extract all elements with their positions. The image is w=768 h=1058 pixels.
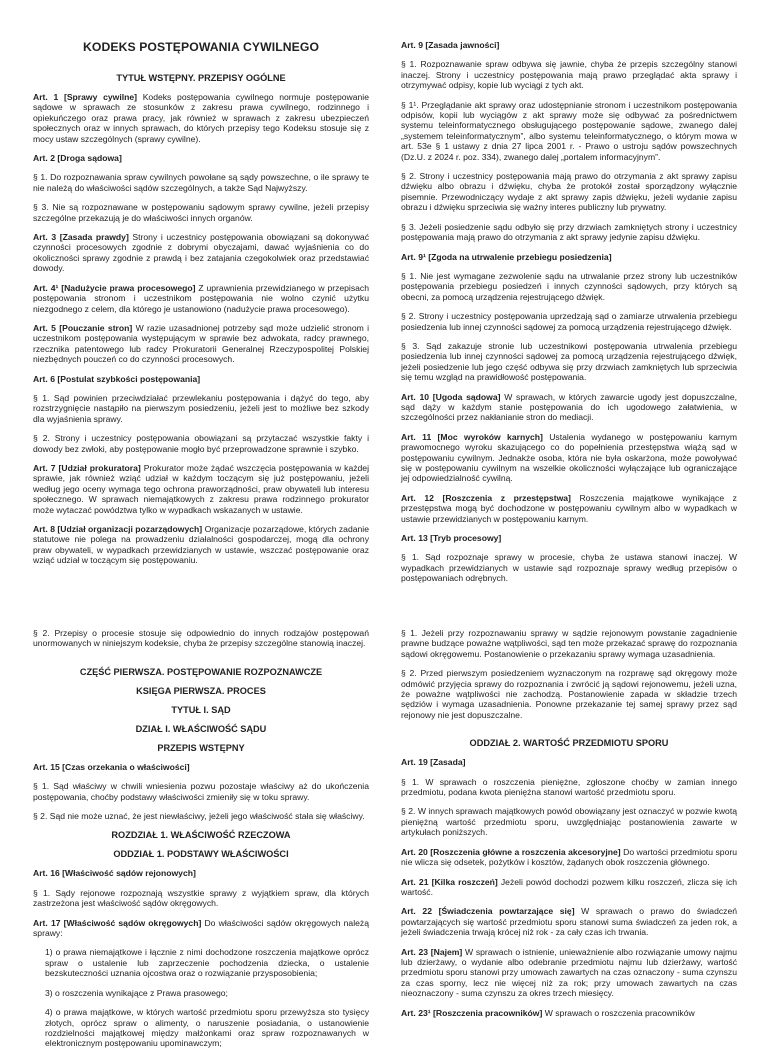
paragraph	[401, 222, 737, 243]
article-label: Art. 21 [Kilka roszczeń]	[401, 876, 498, 887]
article-label: Art. 8 [Udział organizacji pozarządowych]	[33, 524, 203, 534]
paragraph	[401, 906, 737, 937]
paragraph	[401, 432, 737, 484]
paragraph-text: § 3. Sąd zakazuje stronie lub uczestnikowi postępowania utrwalenia przebiegu posiedzenia lub innej czynności sądowej za pomocą urządzenia rejestrującego dźwięk, jeżeli posiedzenie lub jego część odbywa się przy drzwiach zamkniętych lub sprzeciwia się temu wzgląd na prawidłowość postępowania.	[401, 340, 737, 383]
paragraph	[33, 323, 369, 365]
paragraph-text: Organizacje pozarządowe, których zadanie statutowe nie polega na prowadzeniu działalności gospodarczej, mogą dla ochrony praw obywateli, w wypadkach przewidzianych w ustawie, wszczać postępowanie oraz wziąć udział w toczącym się postępowaniu.	[33, 524, 369, 566]
article-heading: Art. 6 [Postulat szybkości postępowania]	[33, 373, 201, 384]
article-heading: Art. 13 [Tryb procesowy]	[401, 533, 502, 544]
article-label: Art. 5 [Pouczanie stron]	[33, 322, 133, 333]
section-heading: CZĘŚĆ PIERWSZA. POSTĘPOWANIE ROZPOZNAWCZE	[79, 666, 323, 677]
page1-right-column	[401, 40, 737, 593]
title-heading: TYTUŁ WSTĘPNY. PRZEPISY OGÓLNE	[116, 73, 286, 83]
paragraph-text: § 3. Jeżeli posiedzenie sądu odbyło się przy drzwiach zamkniętych strony i uczestnicy postępowania mają prawo do otrzymania z akt sprawy jedynie zapisu dźwięku.	[401, 221, 737, 243]
paragraph	[33, 202, 369, 223]
article-label: Art. 3 [Zasada prawdy]	[33, 232, 129, 243]
document-title: KODEKS POSTĘPOWANIA CYWILNEGO	[82, 40, 320, 54]
article-label: Art. 1 [Sprawy cywilne]	[33, 92, 137, 102]
paragraph	[33, 811, 369, 821]
paragraph-text: 4) o prawa majątkowe, w których wartość przedmiotu sporu przewyższa sto tysięcy złotych, oprócz spraw o alimenty, o naruszenie posiadania, o ustanowienie rozdzielności majątkowej między małżonkami oraz spraw rozpoznawanych w elektronicznym postępowaniu upominawczym;	[45, 1007, 369, 1049]
paragraph	[33, 92, 369, 144]
paragraph	[401, 877, 737, 898]
article-label: Art. 10 [Ugoda sądowa]	[401, 391, 501, 402]
paragraph	[33, 463, 369, 515]
paragraph-text: § 1. Sąd rozpoznaje sprawy w procesie, chyba że ustawa stanowi inaczej. W wypadkach przewidzianych w ustawie sąd rozpoznaje sprawy według przepisów o postępowaniach odrębnych.	[401, 552, 737, 584]
paragraph	[401, 552, 737, 583]
paragraph-text: § 2. Strony i uczestnicy postępowania obowiązani są przytaczać wszystkie fakty i dowody bez zwłoki, aby postępowanie mogło być przeprowadzone sprawnie i szybko.	[33, 433, 369, 454]
article-label: Art. 11 [Moc wyroków karnych]	[401, 431, 543, 442]
paragraph-text: § 1. Sąd powinien przeciwdziałać przewlekaniu postępowania i dążyć do tego, aby rozstrzygnięcie nastąpiło na pierwszym posiedzeniu, jeżeli jest to możliwe bez szkody dla wyjaśnienia sprawy.	[33, 392, 369, 424]
page2-right-column	[401, 628, 737, 1027]
paragraph	[401, 777, 737, 798]
paragraph-text: Kodeks postępowania cywilnego normuje postępowanie sądowe w sprawach ze stosunków z zakresu prawa cywilnego, rodzinnego i opiekuńczego oraz prawa pracy, jak również w sprawach z zakresu ubezpieczeń społecznych oraz w innych sprawach, do których przepisy tego Kodeksu stosuje się z mocy ustaw szczególnych (sprawy cywilne).	[33, 92, 369, 144]
paragraph-text: § 1¹. Przeglądanie akt sprawy oraz udostępnianie stronom i uczestnikom postępowania odpisów, kopii lub wyciągów z akt sprawy może się odbywać za pośrednictwem systemu teleinformatycznego obsługującego postępowanie sądowe, zwanego dalej „systemem teleinformatycznym”, albo systemu teleinformatycznego, o którym mowa w art. 53e § 1 ustawy z dnia 27 lipca 2001 r. - Prawo o ustroju sądów powszechnych (Dz.U. z 2024 r. poz. 334), zwanego dalej „portalem informacyjnym”.	[401, 99, 737, 162]
paragraph	[33, 781, 369, 802]
paragraph-text: § 1. Jeżeli przy rozpoznawaniu sprawy w sądzie rejonowym powstanie zagadnienie prawne budzące poważne wątpliwości, sąd ten może przekazać sprawę do rozpoznania sądowi okręgowemu. Postanowienie o przekazaniu sprawy wymaga uzasadnienia.	[401, 628, 737, 659]
paragraph	[33, 888, 369, 909]
paragraph-text: 3) o roszczenia wynikające z Prawa prasowego;	[45, 987, 228, 998]
paragraph	[401, 100, 737, 162]
paragraph	[33, 283, 369, 314]
section-heading: PRZEPIS WSTĘPNY	[157, 742, 245, 753]
document-page-2	[0, 610, 768, 1049]
section-heading: KSIĘGA PIERWSZA. PROCES	[136, 685, 266, 696]
paragraph	[33, 524, 369, 566]
article-label: Art. 20 [Roszczenia główne a roszczenia akcesoryjne]	[401, 846, 621, 857]
paragraph	[401, 668, 737, 720]
paragraph-text: § 1. Sądy rejonowe rozpoznają wszystkie sprawy z wyjątkiem spraw, dla których zastrzeżona jest właściwość sądów okręgowych.	[33, 887, 369, 909]
paragraph	[401, 947, 737, 999]
article-label: Art. 12 [Roszczenia z przestępstwa]	[401, 492, 571, 503]
paragraph-text: W sprawach o roszczenia pracowników	[542, 1007, 695, 1018]
paragraph-text: § 2. Strony i uczestnicy postępowania mają prawo do otrzymania z akt sprawy zapisu dźwięku albo obrazu i dźwięku, chyba że protokół został sporządzony wyłącznie pisemnie. Przewodniczący wydaje z akt sprawy zapis dźwięku, jeżeli wydanie zapisu obrazu i dźwięku sprzeciwia się ważny interes publiczny lub prywatny.	[401, 171, 737, 213]
page1-left-column	[33, 40, 369, 575]
paragraph-text: Strony i uczestnicy postępowania obowiązani są dokonywać czynności procesowych zgodnie z dobrymi obyczajami, dawać wyjaśnienia co do okoliczności sprawy zgodnie z prawdą i bez zatajania czegokolwiek oraz przedstawiać dowody.	[33, 232, 369, 274]
article-label: Art. 23¹ [Roszczenia pracowników]	[401, 1007, 543, 1018]
paragraph-text: W sprawach o istnienie, unieważnienie albo rozwiązanie umowy najmu lub dzierżawy, o wydanie albo odebranie przedmiotu najmu lub dzierżawy, wartość przedmiotu sporu stanowi przy umowach zawartych na czas oznaczony - suma czynszu za czas sporny, lecz nie więcej niż za rok; przy umowach zawartych na czas nieoznaczony - suma czynszu za okres trzech miesięcy.	[401, 946, 737, 999]
article-label: Art. 23 [Najem]	[401, 946, 463, 957]
paragraph-text: Prokurator może żądać wszczęcia postępowania w każdej sprawie, jak również wziąć udział w każdym toczącym się już postępowaniu, jeżeli według jego oceny wymaga tego ochrona praworządności, praw obywateli lub interesu społecznego. W sprawach niemajątkowych z zakresu prawa rodzinnego prokurator może wytaczać powództwa tylko w wypadkach wskazanych w ustawie.	[33, 462, 369, 515]
paragraph	[33, 918, 369, 939]
paragraph	[401, 493, 737, 524]
paragraph	[33, 988, 369, 998]
article-label: Art. 17 [Właściwość sądów okręgowych]	[33, 917, 202, 928]
paragraph-text: Z uprawnienia przewidzianego w przepisach postępowania stronom i uczestnikom postępowania nie wolno czynić użytku niezgodnego z celem, dla którego je ustanowiono (nadużycie prawa procesowego).	[33, 282, 369, 314]
paragraph	[401, 628, 737, 659]
paragraph-text: § 3. Nie są rozpoznawane w postępowaniu sądowym sprawy cywilne, jeżeli przepisy szczególne przekazują je do właściwości innych organów.	[33, 202, 369, 223]
paragraph	[401, 847, 737, 868]
section-heading: ODDZIAŁ 2. WARTOŚĆ PRZEDMIOTU SPORU	[469, 738, 669, 749]
paragraph-text: Do właściwości sądów okręgowych należą sprawy:	[33, 917, 369, 939]
paragraph	[33, 393, 369, 424]
section-heading: DZIAŁ I. WŁAŚCIWOŚĆ SĄDU	[135, 723, 267, 734]
article-heading: Art. 16 [Właściwość sądów rejonowych]	[33, 868, 196, 879]
paragraph-text: § 2. Sąd nie może uznać, że jest niewłaściwy, jeżeli jego właściwość stała się właściwy.	[33, 811, 365, 822]
page2-left-column	[33, 628, 369, 1058]
paragraph	[401, 806, 737, 837]
paragraph	[401, 392, 737, 423]
paragraph	[401, 171, 737, 213]
section-heading: ROZDZIAŁ 1. WŁAŚCIWOŚĆ RZECZOWA	[111, 830, 291, 841]
paragraph	[401, 311, 737, 332]
paragraph-text: § 1. Sąd właściwy w chwili wniesienia pozwu pozostaje właściwy aż do ukończenia postępowania, choćby podstawy właściwości zmieniły się w toku sprawy.	[33, 781, 369, 802]
paragraph-text: § 1. Rozpoznawanie spraw odbywa się jawnie, chyba że przepis szczególny stanowi inaczej. Strony i uczestnicy postępowania mają prawo przeglądać akta sprawy i otrzymywać odpisy, kopie lub wyciągi z tych akt.	[401, 59, 737, 91]
paragraph	[33, 947, 369, 978]
article-heading: Art. 9¹ [Zgoda na utrwalenie przebiegu posiedzenia]	[401, 251, 612, 262]
article-heading: Art. 15 [Czas orzekania o właściwości]	[33, 761, 190, 772]
paragraph	[401, 271, 737, 302]
paragraph-text: Do wartości przedmiotu sporu nie wlicza się odsetek, pożytków i kosztów, żądanych obok roszczenia głównego.	[401, 846, 737, 868]
paragraph-text: W sprawach o prawo do świadczeń powtarzających się wartość przedmiotu sporu stanowi suma świadczeń za jeden rok, a jeżeli świadczenia trwają krócej niż rok - za cały czas ich trwania.	[401, 906, 737, 938]
paragraph-text: Roszczenia majątkowe wynikające z przestępstwa mogą być dochodzone w postępowaniu cywilnym albo w wypadkach w ustawie przewidzianych w postępowaniu karnym.	[401, 492, 737, 524]
paragraph-text: § 2. Strony i uczestnicy postępowania uprzedzają sąd o zamiarze utrwalenia przebiegu posiedzenia lub innej czynności sądowej za pomocą urządzenia rejestrującego dźwięk.	[401, 311, 737, 332]
paragraph	[33, 232, 369, 274]
paragraph	[401, 341, 737, 383]
paragraph	[33, 1007, 369, 1049]
paragraph-text: 1) o prawa niemajątkowe i łącznie z nimi dochodzone roszczenia majątkowe oprócz spraw o ustalenie lub zaprzeczenie pochodzenia dziecka, o ustalenie bezskuteczności uznania ojcostwa oraz o rozwiązanie przysposobienia;	[45, 947, 369, 979]
paragraph	[33, 172, 369, 193]
paragraph-text: Jeżeli powód dochodzi pozwem kilku roszczeń, zlicza się ich wartość.	[401, 876, 737, 897]
paragraph-text: § 2. Przed pierwszym posiedzeniem wyznaczonym na rozprawę sąd okręgowy może odmówić przyjęcia sprawy do rozpoznania i zwrócić ją sądowi rejonowemu, jeżeli uzna, że poważne wątpliwości nie zachodzą. Postanowienie zapada w składzie trzech sędziów i wymaga uzasadnienia. Ponowne przekazanie tej samej sprawy przez sąd rejonowy nie jest dopuszczalne.	[401, 668, 737, 720]
paragraph-text: W sprawach, w których zawarcie ugody jest dopuszczalne, sąd dąży w każdym stanie postępowania do ich ugodowego załatwienia, w szczególności przez nakłanianie stron do mediacji.	[401, 391, 737, 423]
paragraph-text: § 1. Nie jest wymagane zezwolenie sądu na utrwalanie przez strony lub uczestników postępowania przebiegu posiedzeń i innych czynności sądowych, przy których są obecni, za pomocą urządzenia rejestrującego dźwięk.	[401, 270, 737, 302]
paragraph	[401, 59, 737, 90]
paragraph-text: Ustalenia wydanego w postępowaniu karnym prawomocnego wyroku skazującego co do popełnienia przestępstwa wiążą sąd w postępowaniu cywilnym. Jednakże osoba, która nie była oskarżona, może powoływać się w postępowaniu cywilnym na wszelkie okoliczności wyłączające lub ograniczające jej odpowiedzialność cywilną.	[401, 431, 738, 484]
section-heading: TYTUŁ I. SĄD	[171, 704, 231, 715]
article-label: Art. 4¹ [Nadużycie prawa procesowego]	[33, 282, 196, 293]
article-heading: Art. 2 [Droga sądowa]	[33, 153, 122, 164]
paragraph-text: W razie uzasadnionej potrzeby sąd może udzielić stronom i uczestnikom postępowania występującym w sprawie bez adwokata, radcy prawnego, rzecznika patentowego lub radcy Prokuratorii Generalnej Rzeczypospolitej Polskiej niezbędnych pouczeń co do czynności procesowych.	[33, 322, 369, 365]
paragraph	[33, 433, 369, 454]
article-heading: Art. 19 [Zasada]	[401, 757, 466, 768]
paragraph-text: § 1. Do rozpoznawania spraw cywilnych powołane są sądy powszechne, o ile sprawy te nie należą do właściwości sądów szczególnych, a także Sąd Najwyższy.	[33, 172, 369, 193]
section-heading: ODDZIAŁ 1. PODSTAWY WŁAŚCIWOŚCI	[113, 849, 289, 860]
paragraph-text: § 1. W sprawach o roszczenia pieniężne, zgłoszone choćby w zamian innego przedmiotu, podana kwota pieniężna stanowi wartość przedmiotu sporu.	[401, 776, 737, 798]
paragraph	[401, 1008, 737, 1018]
article-label: Art. 7 [Udział prokuratora]	[33, 462, 141, 473]
paragraph	[33, 628, 369, 649]
paragraph-text: § 2. W innych sprawach majątkowych powód obowiązany jest oznaczyć w pozwie kwotą pieniężną wartość przedmiotu sporu, uwzględniając postanowienia zawarte w artykułach poniższych.	[401, 806, 737, 838]
paragraph-text: § 2. Przepisy o procesie stosuje się odpowiednio do innych rodzajów postępowań unormowanych w niniejszym kodeksie, chyba że przepisy szczególne stanowią inaczej.	[33, 628, 369, 649]
article-label: Art. 22 [Świadczenia powtarzające się]	[401, 906, 575, 917]
article-heading: Art. 9 [Zasada jawności]	[401, 40, 500, 50]
